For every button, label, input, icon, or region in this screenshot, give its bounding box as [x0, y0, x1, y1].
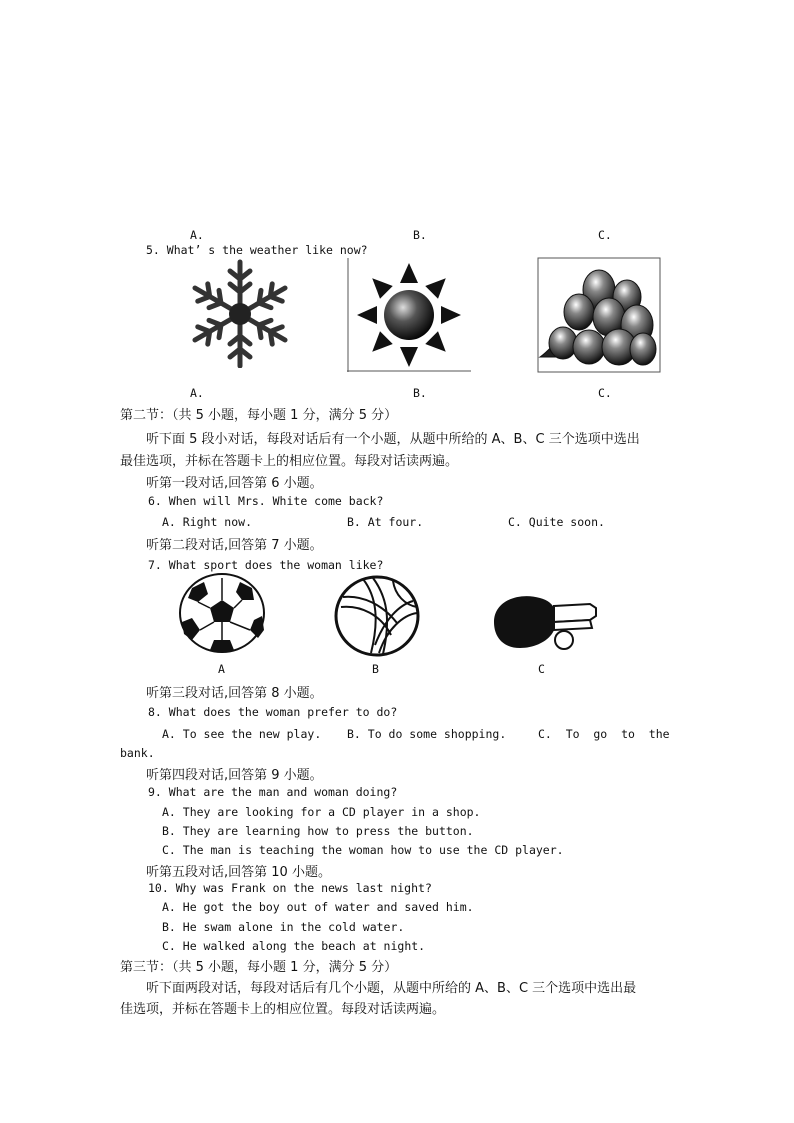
- section2-instruction-line2: 最佳选项，并标在答题卡上的相应位置。每段对话读两遍。: [120, 454, 459, 469]
- snowflake-icon: [180, 258, 300, 368]
- q6-question: 6. When will Mrs. White come back?: [148, 494, 384, 508]
- q7-intro: 听第二段对话,回答第 7 小题。: [146, 538, 323, 553]
- q6-option-c: C. Quite soon.: [508, 515, 605, 529]
- q8-option-b: B. To do some shopping.: [347, 727, 507, 741]
- section3-instruction-line1: 听下面两段对话，每段对话后有几个小题，从题中所给的 A、B、C 三个选项中选出最: [146, 981, 637, 996]
- q8-option-c: C. To go to the: [538, 727, 670, 741]
- q9-intro: 听第四段对话,回答第 9 小题。: [146, 768, 323, 783]
- q9-option-a: A. They are looking for a CD player in a shop.: [162, 805, 481, 819]
- q4-label-b: B.: [413, 228, 427, 242]
- q6-intro: 听第一段对话,回答第 6 小题。: [146, 476, 323, 491]
- q10-option-b: B. He swam alone in the cold water.: [162, 920, 405, 934]
- volleyball-icon: [333, 575, 421, 657]
- q8-option-c-continuation: bank.: [120, 746, 155, 760]
- q6-option-a: A. Right now.: [162, 515, 253, 529]
- section2-heading: 第二节：（共 5 小题，每小题 1 分，满分 5 分）: [120, 408, 398, 423]
- q9-option-b: B. They are learning how to press the button.: [162, 824, 474, 838]
- q5-label-c: C.: [598, 386, 612, 400]
- section3-instruction-line2: 佳选项，并标在答题卡上的相应位置。每段对话读两遍。: [120, 1002, 446, 1017]
- q10-option-c: C. He walked along the beach at night.: [162, 939, 426, 953]
- ping-pong-paddle-icon: [490, 592, 602, 658]
- section2-instruction-line1: 听下面 5 段小对话，每段对话后有一个小题，从题中所给的 A、B、C 三个选项中选出: [146, 432, 640, 447]
- q6-option-b: B. At four.: [347, 515, 424, 529]
- q8-option-a: A. To see the new play.: [162, 727, 322, 741]
- q5-label-b: B.: [413, 386, 427, 400]
- q8-intro: 听第三段对话,回答第 8 小题。: [146, 686, 323, 701]
- q10-option-a: A. He got the boy out of water and saved him.: [162, 900, 474, 914]
- q5-question: 5. What’ s the weather like now?: [146, 243, 368, 257]
- q7-question: 7. What sport does the woman like?: [148, 558, 384, 572]
- q7-label-c: C: [538, 662, 545, 676]
- q10-question: 10. Why was Frank on the news last night?: [148, 881, 432, 895]
- clouds-icon: [537, 257, 661, 373]
- soccer-ball-icon: [178, 572, 266, 654]
- q9-question: 9. What are the man and woman doing?: [148, 785, 398, 799]
- q4-label-a: A.: [190, 228, 204, 242]
- q8-question: 8. What does the woman prefer to do?: [148, 705, 398, 719]
- sun-icon: [347, 258, 471, 372]
- q7-label-a: A: [218, 662, 225, 676]
- section3-heading: 第三节：（共 5 小题，每小题 1 分，满分 5 分）: [120, 960, 398, 975]
- q4-label-c: C.: [598, 228, 612, 242]
- q9-option-c: C. The man is teaching the woman how to use the CD player.: [162, 843, 564, 857]
- q5-label-a: A.: [190, 386, 204, 400]
- q10-intro: 听第五段对话,回答第 10 小题。: [146, 865, 331, 880]
- q7-label-b: B: [372, 662, 379, 676]
